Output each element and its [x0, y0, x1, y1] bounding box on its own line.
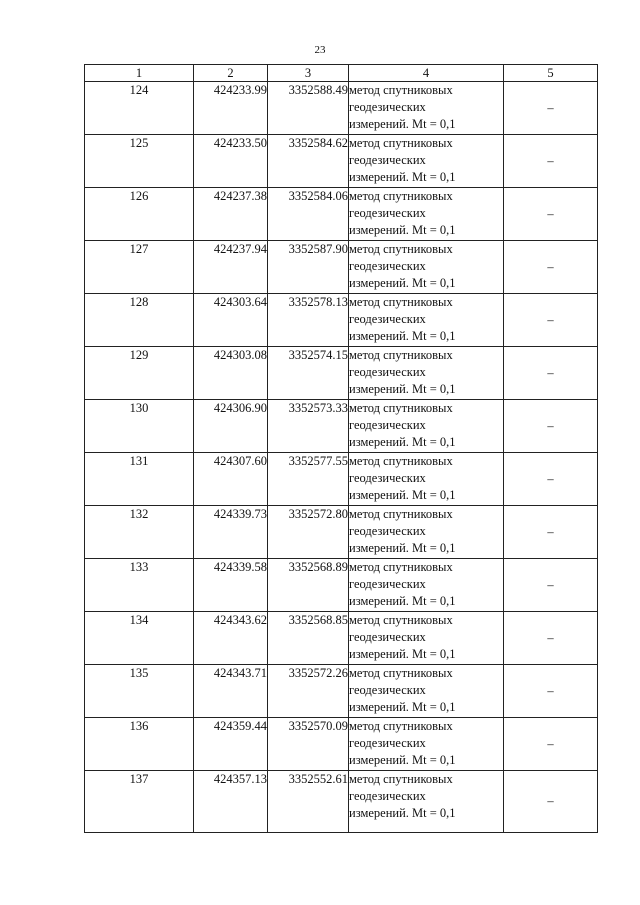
column-header-5: 5: [504, 65, 598, 82]
coordinate-y: 3352572.26: [268, 665, 349, 718]
column-5-value: –: [504, 294, 598, 347]
point-number: 125: [85, 135, 194, 188]
method-line-3: измерений. Mt = 0,1: [349, 647, 456, 661]
coordinate-x: 424359.44: [194, 718, 268, 771]
point-number: 124: [85, 82, 194, 135]
coordinate-x: 424343.62: [194, 612, 268, 665]
method-line-2: геодезических: [349, 630, 426, 644]
method-line-3: измерений. Mt = 0,1: [349, 753, 456, 767]
method-line-1: метод спутниковых: [349, 666, 453, 680]
coordinate-y: 3352577.55: [268, 453, 349, 506]
point-number: 137: [85, 771, 194, 833]
method-line-2: геодезических: [349, 206, 426, 220]
method-line-3: измерений. Mt = 0,1: [349, 435, 456, 449]
column-5-value: –: [504, 506, 598, 559]
table-row: [85, 718, 598, 771]
table-row: [85, 400, 598, 453]
table-row: [85, 135, 598, 188]
table-header-row: [85, 65, 598, 82]
table-row: [85, 612, 598, 665]
coordinate-x: 424237.94: [194, 241, 268, 294]
method-line-2: геодезических: [349, 789, 426, 803]
method-cell: [349, 188, 504, 241]
column-header-2: 2: [194, 65, 268, 82]
method-line-1: метод спутниковых: [349, 189, 453, 203]
coordinate-y: 3352588.49: [268, 82, 349, 135]
table-row: [85, 506, 598, 559]
column-5-value: –: [504, 82, 598, 135]
coordinate-y: 3352578.13: [268, 294, 349, 347]
method-line-1: метод спутниковых: [349, 560, 453, 574]
method-line-1: метод спутниковых: [349, 772, 453, 786]
method-line-3: измерений. Mt = 0,1: [349, 170, 456, 184]
method-line-3: измерений. Mt = 0,1: [349, 329, 456, 343]
column-5-value: –: [504, 400, 598, 453]
method-cell: [349, 241, 504, 294]
method-line-3: измерений. Mt = 0,1: [349, 700, 456, 714]
coordinate-x: 424339.58: [194, 559, 268, 612]
column-5-value: –: [504, 135, 598, 188]
point-number: 133: [85, 559, 194, 612]
coordinate-y: 3352570.09: [268, 718, 349, 771]
column-header-1: 1: [85, 65, 194, 82]
method-line-3: измерений. Mt = 0,1: [349, 594, 456, 608]
method-cell: [349, 718, 504, 771]
coordinate-y: 3352584.06: [268, 188, 349, 241]
method-line-2: геодезических: [349, 524, 426, 538]
table-row: [85, 559, 598, 612]
method-cell: [349, 294, 504, 347]
column-header-4: 4: [349, 65, 504, 82]
coordinate-x: 424303.08: [194, 347, 268, 400]
column-5-value: –: [504, 241, 598, 294]
method-line-2: геодезических: [349, 683, 426, 697]
method-cell: [349, 82, 504, 135]
method-cell: [349, 665, 504, 718]
table-row: [85, 188, 598, 241]
coordinate-x: 424306.90: [194, 400, 268, 453]
table-row: [85, 241, 598, 294]
coordinate-y: 3352573.33: [268, 400, 349, 453]
method-cell: [349, 771, 504, 833]
coordinate-x: 424233.50: [194, 135, 268, 188]
method-cell: [349, 612, 504, 665]
point-number: 131: [85, 453, 194, 506]
point-number: 129: [85, 347, 194, 400]
method-line-3: измерений. Mt = 0,1: [349, 382, 456, 396]
column-5-value: –: [504, 718, 598, 771]
point-number: 127: [85, 241, 194, 294]
column-5-value: –: [504, 771, 598, 833]
coordinate-y: 3352568.89: [268, 559, 349, 612]
coordinate-y: 3352574.15: [268, 347, 349, 400]
column-5-value: –: [504, 453, 598, 506]
method-line-2: геодезических: [349, 736, 426, 750]
coordinate-y: 3352568.85: [268, 612, 349, 665]
point-number: 132: [85, 506, 194, 559]
point-number: 134: [85, 612, 194, 665]
method-line-2: геодезических: [349, 100, 426, 114]
method-line-2: геодезических: [349, 365, 426, 379]
method-line-2: геодезических: [349, 153, 426, 167]
column-5-value: –: [504, 559, 598, 612]
table-row: [85, 82, 598, 135]
method-cell: [349, 559, 504, 612]
method-cell: [349, 506, 504, 559]
column-5-value: –: [504, 188, 598, 241]
coordinate-x: 424343.71: [194, 665, 268, 718]
method-line-3: измерений. Mt = 0,1: [349, 117, 456, 131]
method-line-3: измерений. Mt = 0,1: [349, 541, 456, 555]
method-line-1: метод спутниковых: [349, 83, 453, 97]
method-line-3: измерений. Mt = 0,1: [349, 223, 456, 237]
point-number: 126: [85, 188, 194, 241]
method-line-2: геодезических: [349, 312, 426, 326]
point-number: 136: [85, 718, 194, 771]
page-number: 23: [314, 44, 326, 56]
coordinate-x: 424307.60: [194, 453, 268, 506]
coordinate-y: 3352552.61: [268, 771, 349, 833]
method-line-2: геодезических: [349, 259, 426, 273]
column-header-3: 3: [268, 65, 349, 82]
coordinate-x: 424339.73: [194, 506, 268, 559]
method-line-1: метод спутниковых: [349, 401, 453, 415]
column-5-value: –: [504, 347, 598, 400]
method-cell: [349, 400, 504, 453]
method-line-1: метод спутниковых: [349, 295, 453, 309]
coordinate-x: 424303.64: [194, 294, 268, 347]
method-line-3: измерений. Mt = 0,1: [349, 488, 456, 502]
column-5-value: –: [504, 665, 598, 718]
table-row: [85, 453, 598, 506]
coordinate-y: 3352572.80: [268, 506, 349, 559]
method-line-2: геодезических: [349, 577, 426, 591]
coordinate-x: 424357.13: [194, 771, 268, 833]
method-line-2: геодезических: [349, 418, 426, 432]
table-row: [85, 665, 598, 718]
method-line-2: геодезических: [349, 471, 426, 485]
method-cell: [349, 453, 504, 506]
method-line-1: метод спутниковых: [349, 242, 453, 256]
point-number: 128: [85, 294, 194, 347]
method-cell: [349, 347, 504, 400]
method-line-3: измерений. Mt = 0,1: [349, 806, 456, 820]
method-line-3: измерений. Mt = 0,1: [349, 276, 456, 290]
method-cell: [349, 135, 504, 188]
table-row: [85, 771, 598, 833]
method-line-1: метод спутниковых: [349, 507, 453, 521]
coordinates-table: [84, 64, 598, 833]
method-line-1: метод спутниковых: [349, 719, 453, 733]
point-number: 135: [85, 665, 194, 718]
method-line-1: метод спутниковых: [349, 136, 453, 150]
table-row: [85, 294, 598, 347]
point-number: 130: [85, 400, 194, 453]
coordinate-y: 3352587.90: [268, 241, 349, 294]
coordinate-y: 3352584.62: [268, 135, 349, 188]
method-line-1: метод спутниковых: [349, 454, 453, 468]
method-line-1: метод спутниковых: [349, 613, 453, 627]
table-row: [85, 347, 598, 400]
column-5-value: –: [504, 612, 598, 665]
method-line-1: метод спутниковых: [349, 348, 453, 362]
coordinate-x: 424237.38: [194, 188, 268, 241]
coordinate-x: 424233.99: [194, 82, 268, 135]
